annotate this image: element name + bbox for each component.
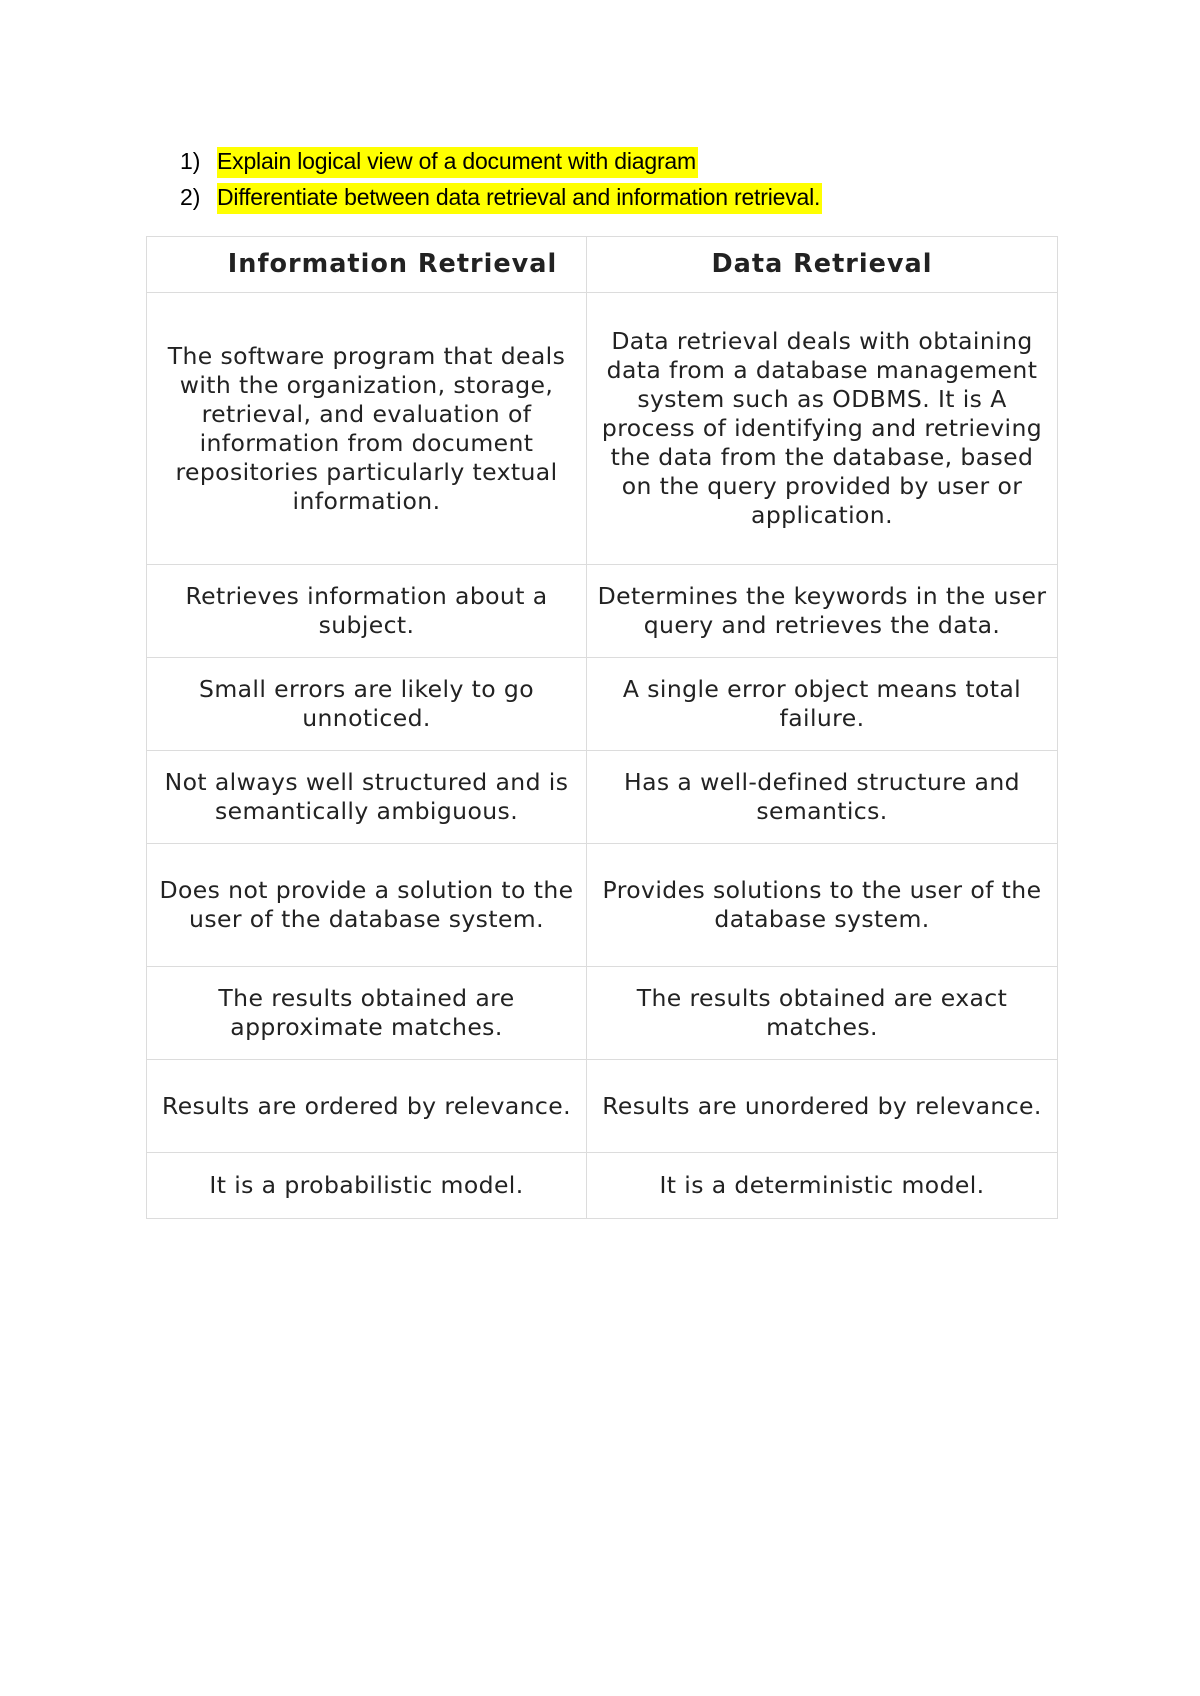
table-cell-ir: Does not provide a solution to the user of the database system. [147,844,587,967]
header-information-retrieval: Information Retrieval [147,237,587,293]
table-header-row [147,237,1058,293]
question-text-highlighted: Differentiate between data retrieval and information retrieval. [217,183,822,214]
table-cell-ir: Results are ordered by relevance. [147,1060,587,1153]
table-cell-ir: Small errors are likely to go unnoticed. [147,658,587,751]
table-cell-ir: It is a probabilistic model. [147,1153,587,1219]
table-cell-dr: It is a deterministic model. [587,1153,1058,1219]
table-row [147,1153,1058,1219]
question-item [180,147,822,183]
table-cell-ir: Not always well structured and is semantically ambiguous. [147,751,587,844]
table-row [147,293,1058,565]
table-row [147,1060,1058,1153]
table-row [147,967,1058,1060]
comparison-table [146,236,1058,1219]
table-cell-ir: The results obtained are approximate matches. [147,967,587,1060]
table-cell-dr: A single error object means total failure. [587,658,1058,751]
question-number: 2) [180,184,201,210]
table-cell-dr: The results obtained are exact matches. [587,967,1058,1060]
table-cell-ir: Retrieves information about a subject. [147,565,587,658]
question-list [180,147,822,219]
table-cell-dr: Determines the keywords in the user query and retrieves the data. [587,565,1058,658]
table-row [147,658,1058,751]
table-cell-dr: Results are unordered by relevance. [587,1060,1058,1153]
header-data-retrieval: Data Retrieval [587,237,1058,293]
table-cell-ir: The software program that deals with the organization, storage, retrieval, and evaluation of information from document repositories particularly textual information. [147,293,587,565]
question-text-highlighted: Explain logical view of a document with diagram [217,147,698,178]
table-row [147,751,1058,844]
table-cell-dr: Has a well-defined structure and semantics. [587,751,1058,844]
question-item [180,183,822,219]
table-cell-dr: Data retrieval deals with obtaining data from a database management system such as ODBMS. It is A process of identifying and retrieving the data from the database, based on the query provided by user or application. [587,293,1058,565]
table-row [147,844,1058,967]
table-row [147,565,1058,658]
question-number: 1) [180,148,201,174]
table-cell-dr: Provides solutions to the user of the database system. [587,844,1058,967]
